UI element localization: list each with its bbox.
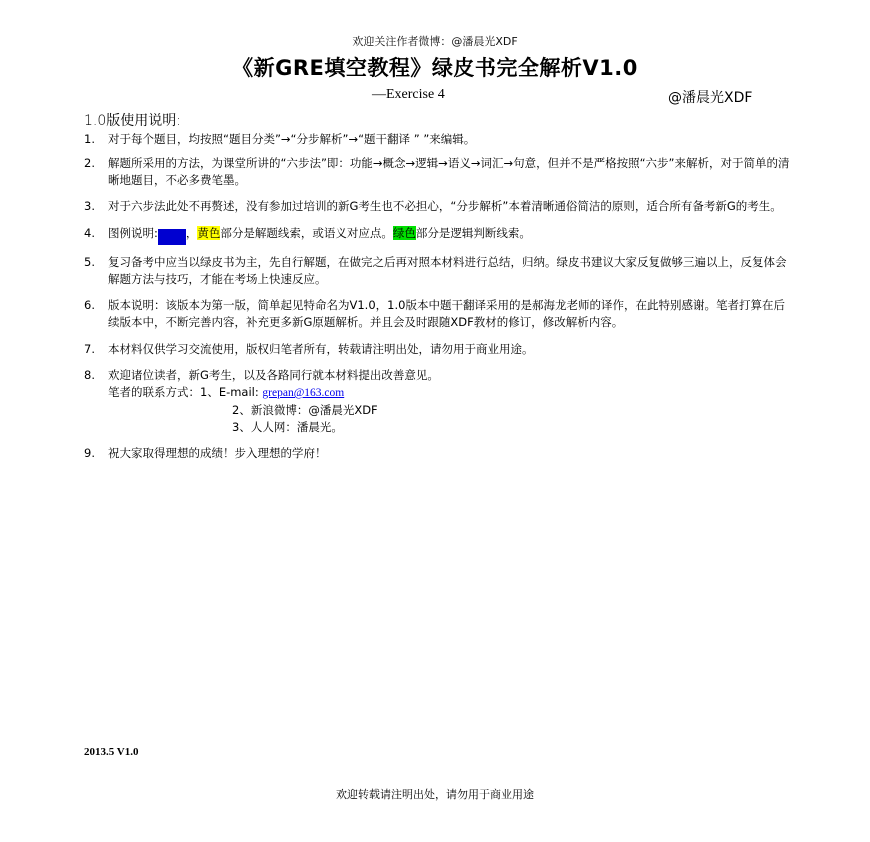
item-text: 本材料仅供学习交流使用，版权归笔者所有，转载请注明出处，请勿用于商业用途。 bbox=[108, 342, 534, 356]
legend-green-desc: 部分是逻辑判断线索。 bbox=[415, 226, 531, 240]
footer-note: 欢迎转载请注明出处，请勿用于商业用途 bbox=[336, 788, 534, 801]
item-text: 欢迎诸位读者，新G考生，以及各路同行就本材料提出改善意见。 bbox=[108, 368, 439, 382]
legend-prefix: 图例说明: bbox=[108, 226, 158, 240]
subtitle-exercise: —Exercise 4 bbox=[372, 87, 445, 102]
list-item-legend bbox=[84, 225, 794, 245]
list-item bbox=[84, 155, 794, 189]
item-text: 对于六步法此处不再赘述，没有参加过培训的新G考生也不必担心，“分步解析”本着清晰通俗简洁的原则，适合所有备考新G的考生。 bbox=[108, 199, 782, 213]
list-item bbox=[84, 445, 794, 462]
list-item-contact bbox=[84, 367, 794, 436]
list-item bbox=[84, 131, 794, 148]
item-text: 解题所采用的方法，为课堂所讲的“六步法”即：功能→概念→逻辑→语义→词汇→句意，但并不是严格按照“六步”来解析，对于简单的清晰地题目，不必多费笔墨。 bbox=[108, 156, 790, 187]
item-number: 6. bbox=[84, 298, 95, 312]
item-number: 2. bbox=[84, 156, 95, 170]
list-item bbox=[84, 254, 794, 288]
item-text: 复习备考中应当以绿皮书为主，先自行解题，在做完之后再对照本材料进行总结，归纳。绿皮书建议大家反复做够三遍以上，反复体会解题方法与技巧，才能在考场上快速反应。 bbox=[108, 255, 787, 286]
item-number: 5. bbox=[84, 255, 95, 269]
document-title: 《新GRE填空教程》绿皮书完全解析V1.0 bbox=[232, 56, 638, 80]
item-number: 4. bbox=[84, 226, 95, 240]
item-number: 8. bbox=[84, 368, 95, 382]
legend-yellow-label: 黄色 bbox=[197, 226, 221, 240]
header-note: 欢迎关注作者微博：@潘晨光XDF bbox=[352, 35, 518, 48]
item-number: 9. bbox=[84, 446, 95, 460]
item-text: 祝大家取得理想的成绩！步入理想的学府！ bbox=[108, 446, 327, 460]
item-text: 版本说明：该版本为第一版，简单起见特命名为V1.0，1.0版本中题干翻译采用的是郝海龙老师的译作，在此特别感谢。笔者打算在后续版本中，不断完善内容，补充更多新G原题解析。并且会及时跟随XDF教材的修订，修改解析内容。 bbox=[108, 298, 785, 329]
item-number: 3. bbox=[84, 199, 95, 213]
list-item bbox=[84, 198, 794, 215]
usage-notes-list bbox=[84, 131, 794, 462]
footer-version: 2013.5 V1.0 bbox=[84, 746, 139, 758]
subtitle-author: @潘晨光XDF bbox=[668, 90, 753, 106]
email-link[interactable]: grepan@163.com bbox=[262, 387, 345, 399]
contact-renren: 3、人人网：潘晨光。 bbox=[232, 420, 343, 434]
list-item bbox=[84, 341, 794, 358]
legend-yellow-desc: 部分是解题线索，或语义对应点。 bbox=[220, 226, 393, 240]
legend-green-label: 绿色 bbox=[392, 226, 416, 240]
item-number: 1. bbox=[84, 132, 95, 146]
contact-weibo: 2、新浪微博：@潘晨光XDF bbox=[232, 403, 378, 417]
contact-intro: 笔者的联系方式：1、E-mail: bbox=[108, 385, 263, 399]
item-text: 对于每个题目，均按照“题目分类”→“分步解析”→“题干翻译 ” ”来编辑。 bbox=[108, 132, 476, 146]
legend-separator: ， bbox=[185, 226, 198, 240]
item-number: 7. bbox=[84, 342, 95, 356]
section-heading: 1.0版使用说明: bbox=[84, 113, 181, 129]
list-item bbox=[84, 297, 794, 331]
legend-blue-label: 蓝色 bbox=[158, 229, 186, 245]
subtitle-row bbox=[0, 87, 870, 105]
